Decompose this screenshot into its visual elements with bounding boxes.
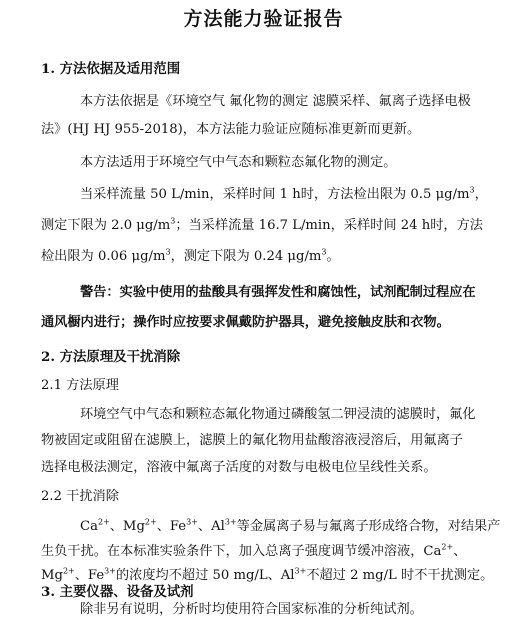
section-2-1-line1: 环境空气中气态和颗粒态氟化物通过磷酸氢二钾浸渍的滤膜时，氟化 [80,407,476,422]
section-2-2-heading: 2.2 干扰消除 [41,489,119,504]
page-title: 方法能力验证报告 [183,8,344,30]
section-1-p3-line3: 检出限为 0.06 $\mu g/m^3$，测定下限为 0.24 $\mu g/m^3$。 [41,247,340,264]
section-2-2-line2: 生负干扰。在本标准实验条件下，加入总离子强度调节缓冲溶液，$Ca^{2+}$、 [41,542,467,559]
section-1-p1-line1: 本方法依据是《环境空气 氟化物的测定 滤膜采样、氟离子选择电极 [80,94,471,109]
warning-line2: 通风橱内进行；操作时应按要求佩戴防护器具，避免接触皮肤和衣物。 [41,315,450,330]
section-1-p2: 本方法适用于环境空气中气态和颗粒态氟化物的测定。 [80,155,397,170]
section-1-heading: 1. 方法依据及适用范围 [41,61,181,77]
section-1-p1-line2: 法》(HJ HJ 955-2018)，本方法能力验证应随标准更新而更新。 [41,122,421,137]
section-2-1-line2: 物被固定或阻留在滤膜上，滤膜上的氟化物用盐酸溶液浸溶后，用氟离子 [41,433,463,448]
section-3-heading: 3. 主要仪器、设备及试剂 [41,584,194,600]
section-1-p3-line1: 当采样流量 50 L/min，采样时间 1 h时，方法检出限为 0.5 $\mu g/m^3$， [80,185,488,202]
warning-line1: 警告：实验中使用的盐酸具有强挥发性和腐蚀性，试剂配制过程应在 [80,285,476,300]
section-2-1-line3: 选择电极法测定，溶液中氟离子活度的对数与电极电位呈线性关系。 [41,460,437,475]
section-1-p3-line2: 测定下限为 2.0 $\mu g/m^3$；当采样流量 16.7 L/min，采样时间 24 h时，方法 [41,216,483,233]
section-3-line1: 除非另有说明，分析时均使用符合国家标准的分析纯试剂。 [80,602,423,617]
section-2-1-heading: 2.1 方法原理 [41,378,119,393]
section-2-2-line1: $Ca^{2+}$、$Mg^{2+}$、$Fe^{3+}$、$Al^{3+}$等金属离子易与氟离子形成络合物，对结果产 [80,517,501,534]
section-2-heading: 2. 方法原理及干扰消除 [41,349,181,365]
section-2-2-line3: $Mg^{2+}$、$Fe^{3+}$的浓度均不超过 50 mg/L、$Al^{3+}$不超过 2 mg/L 时不干扰测定。 [41,566,494,583]
